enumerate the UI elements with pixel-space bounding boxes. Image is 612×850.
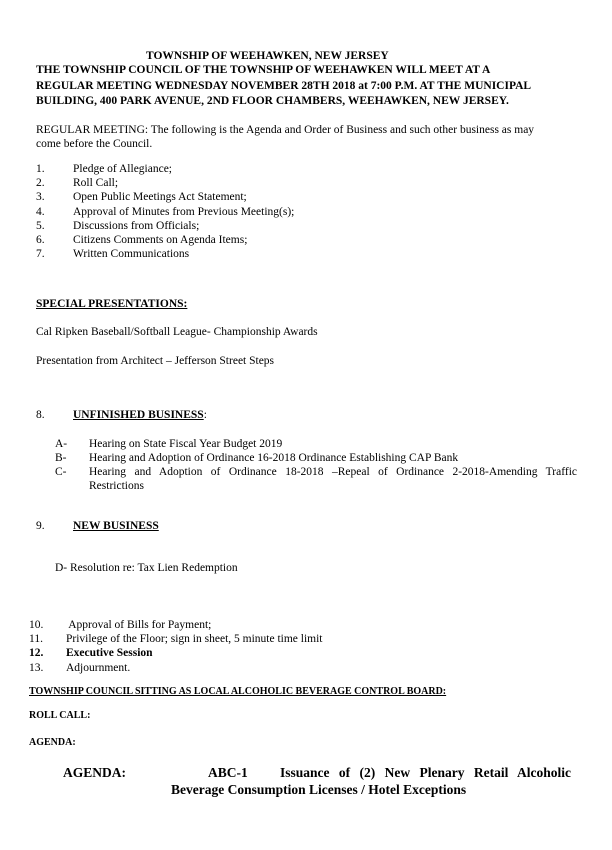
agenda-label: AGENDA: [63,765,126,780]
section-title: NEW BUSINESS [73,520,159,532]
unfinished-business-list [55,437,577,493]
new-business-item: D- Resolution re: Tax Lien Redemption [55,562,238,574]
section-number: 8. [36,409,45,421]
order-of-business-list [36,162,294,261]
item-number: 6. [36,234,45,247]
item-text: Restrictions [89,480,144,492]
meeting-notice [36,63,577,110]
list-item [36,190,294,204]
agenda-label: AGENDA: [29,737,76,748]
item-letter: A- [55,438,68,450]
item-number: 13. [29,661,44,674]
item-number: 7. [36,248,45,261]
abc-item-text-continued: Beverage Consumption Licenses / Hotel Exceptions [171,781,467,797]
item-text: Pledge of Allegiance; [73,163,172,175]
item-text: Approval of Bills for Payment; [66,619,212,631]
item-text: Hearing and Adoption of Ordinance 18-2018 –Repeal of Ordinance 2-2018-Amending Traffic [89,466,577,478]
item-number: 2. [36,177,45,190]
list-item [29,632,323,646]
list-item [55,437,577,451]
abc-board-heading: TOWNSHIP COUNCIL SITTING AS LOCAL ALCOHOLIC BEVERAGE CONTROL BOARD: [29,686,447,697]
item-text: Discussions from Officials; [73,219,200,232]
item-text: Roll Call; [73,177,119,190]
list-item [29,646,323,660]
list-item [36,176,294,190]
new-business-heading [36,520,159,532]
list-item [36,247,294,261]
item-letter: B- [55,452,67,464]
item-text: Hearing and Adoption of Ordinance 16-2018 Ordinance Establishing CAP Bank [89,452,459,464]
meeting-notice-line: REGULAR MEETING WEDNESDAY NOVEMBER 28TH 2018 at 7:00 P.M. AT THE MUNICIPAL [36,79,532,92]
list-item [36,205,294,219]
item-text: Open Public Meetings Act Statement; [73,191,247,204]
list-item [36,219,294,233]
item-number: 3. [36,191,45,204]
item-number: 4. [36,205,45,218]
intro-line: REGULAR MEETING: The following is the Agenda and Order of Business and such other business as may [36,124,535,136]
section-title: UNFINISHED BUSINESS [73,409,204,421]
intro-line: come before the Council. [36,138,153,150]
list-item [29,661,323,675]
item-text: Citizens Comments on Agenda Items; [73,234,248,247]
item-number: 11. [29,633,43,646]
item-text: Privilege of the Floor; sign in sheet, 5 minute time limit [66,633,323,646]
presentation-item: Cal Ripken Baseball/Softball League- Championship Awards [36,326,318,338]
unfinished-business-heading [36,409,207,421]
page-title: TOWNSHIP OF WEEHAWKEN, NEW JERSEY [146,50,389,62]
item-text: Approval of Minutes from Previous Meeting(s); [73,205,295,218]
list-item-continuation [55,479,577,493]
abc-item-text: Issuance of (2) New Plenary Retail Alcoholic [280,765,571,780]
presentation-item: Presentation from Architect – Jefferson Street Steps [36,355,275,367]
list-item [55,465,577,479]
item-text: Written Communications [73,248,190,261]
abc-agenda-item [63,765,571,798]
list-item [36,162,294,176]
item-number: 5. [36,219,45,232]
item-text: Executive Session [66,647,153,660]
special-presentations-heading: SPECIAL PRESENTATIONS: [36,298,188,310]
closing-items-list [29,618,323,675]
section-title-suffix: : [203,409,207,421]
list-item [36,233,294,247]
meeting-notice-line: BUILDING, 400 PARK AVENUE, 2ND FLOOR CHAMBERS, WEEHAWKEN, NEW JERSEY. [36,95,509,107]
meeting-notice-line: THE TOWNSHIP COUNCIL OF THE TOWNSHIP OF WEEHAWKEN WILL MEET AT A [36,64,491,76]
item-number: 1. [36,163,45,175]
intro-paragraph [36,123,580,151]
section-number: 9. [36,520,45,532]
item-text: Hearing on State Fiscal Year Budget 2019 [89,438,283,450]
list-item [55,451,577,465]
item-number: 12. [29,647,44,660]
abc-code: ABC-1 [208,765,248,780]
item-text: Adjournment. [66,661,131,674]
roll-call-label: ROLL CALL: [29,710,91,721]
item-letter: C- [55,466,67,478]
item-number: 10. [29,619,44,631]
list-item [29,618,323,632]
